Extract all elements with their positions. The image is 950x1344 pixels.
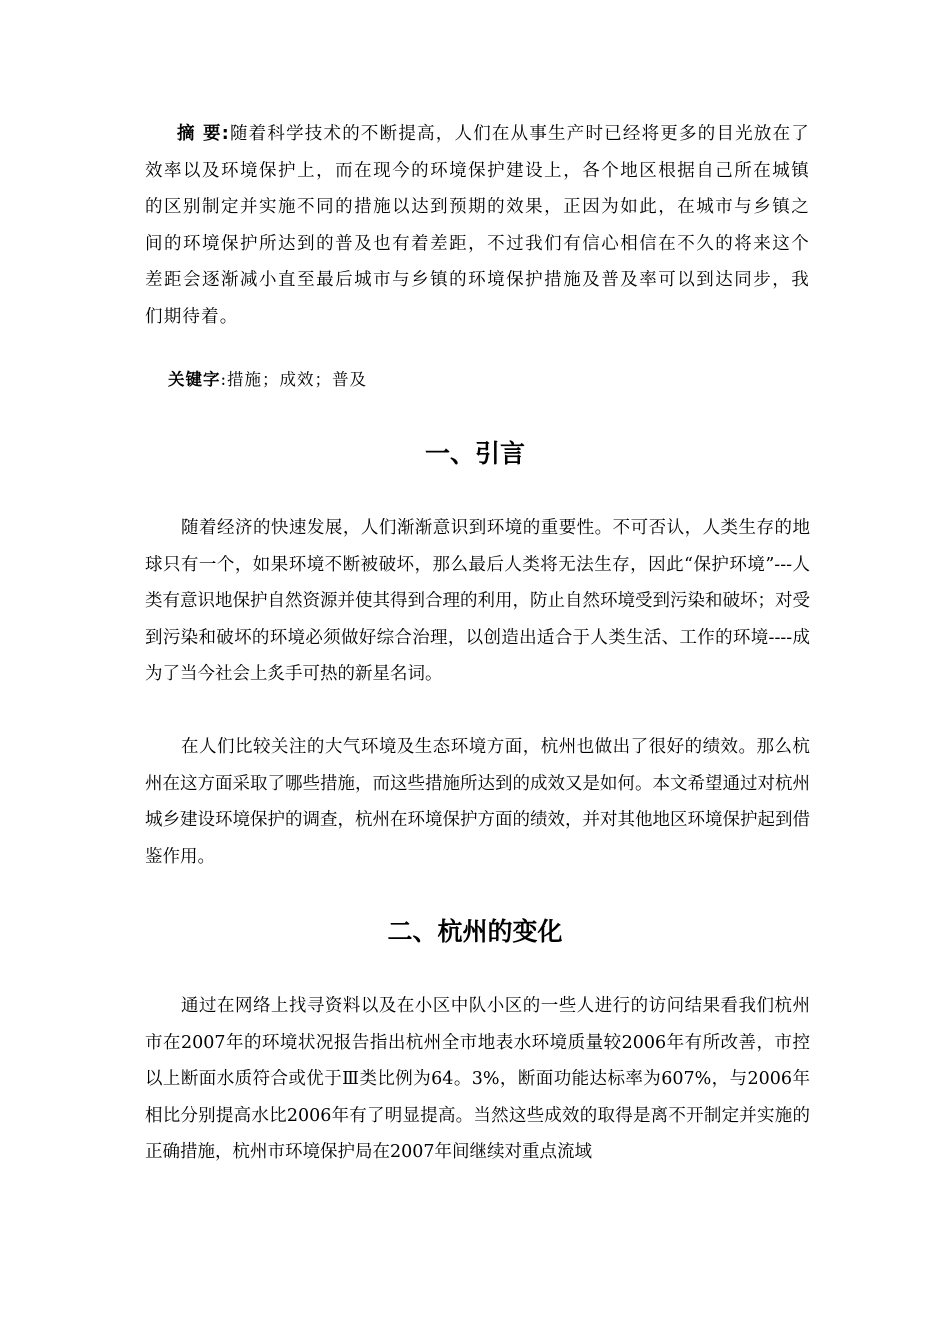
hangzhou-changes-paragraph-1: 通过在网络上找寻资料以及在小区中队小区的一些人进行的访问结果看我们杭州市在2007年的环境状况报告指出杭州全市地表水环境质量较2006年有所改善，市控以上断面水质符合或优于Ⅲ类比例为64。3%，断面功能达标率为607%，与2006年相比分别提高水比2006年有了明显提高。当然这些成效的取得是离不开制定并实施的正确措施，杭州市环境保护局在2007年间继续对重点流域 (145, 996, 810, 1162)
abstract-paragraph (145, 116, 810, 335)
keywords-text: :措施；成效；普及 (220, 370, 368, 389)
abstract-text: 随着科学技术的不断提高，人们在从事生产时已经将更多的目光放在了效率以及环境保护上，而在现今的环境保护建设上，各个地区根据自己所在城镇的区别制定并实施不同的措施以达到预期的效果，正因为如此，在城市与乡镇之间的环境保护所达到的普及也有着差距，不过我们有信心相信在不久的将来这个差距会逐渐减小直至最后城市与乡镇的环境保护措施及普及率可以到达同步，我们期待着。 (145, 124, 810, 327)
keywords-label: 关键字 (168, 370, 221, 389)
section-heading-hangzhou-changes: 二、杭州的变化 (387, 917, 563, 946)
introduction-paragraph-1: 随着经济的快速发展，人们渐渐意识到环境的重要性。不可否认，人类生存的地球只有一个，如果环境不断被破坏，那么最后人类将无法生存，因此“保护环境”---人类有意识地保护自然资源并使其得到合理的利用，防止自然环境受到污染和破坏；对受到污染和破坏的环境必须做好综合治理，以创造出适合于人类生活、工作的环境----成为了当今社会上炙手可热的新星名词。 (145, 518, 810, 684)
abstract-label: 摘 要: (177, 124, 230, 144)
section-heading-introduction: 一、引言 (424, 439, 525, 468)
introduction-paragraph-2: 在人们比较关注的大气环境及生态环境方面，杭州也做出了很好的绩效。那么杭州在这方面采取了哪些措施，而这些措施所达到的成效又是如何。本文希望通过对杭州城乡建设环境保护的调查，杭州在环境保护方面的绩效，并对其他地区环境保护起到借鉴作用。 (145, 737, 810, 867)
keywords-line (168, 363, 367, 397)
